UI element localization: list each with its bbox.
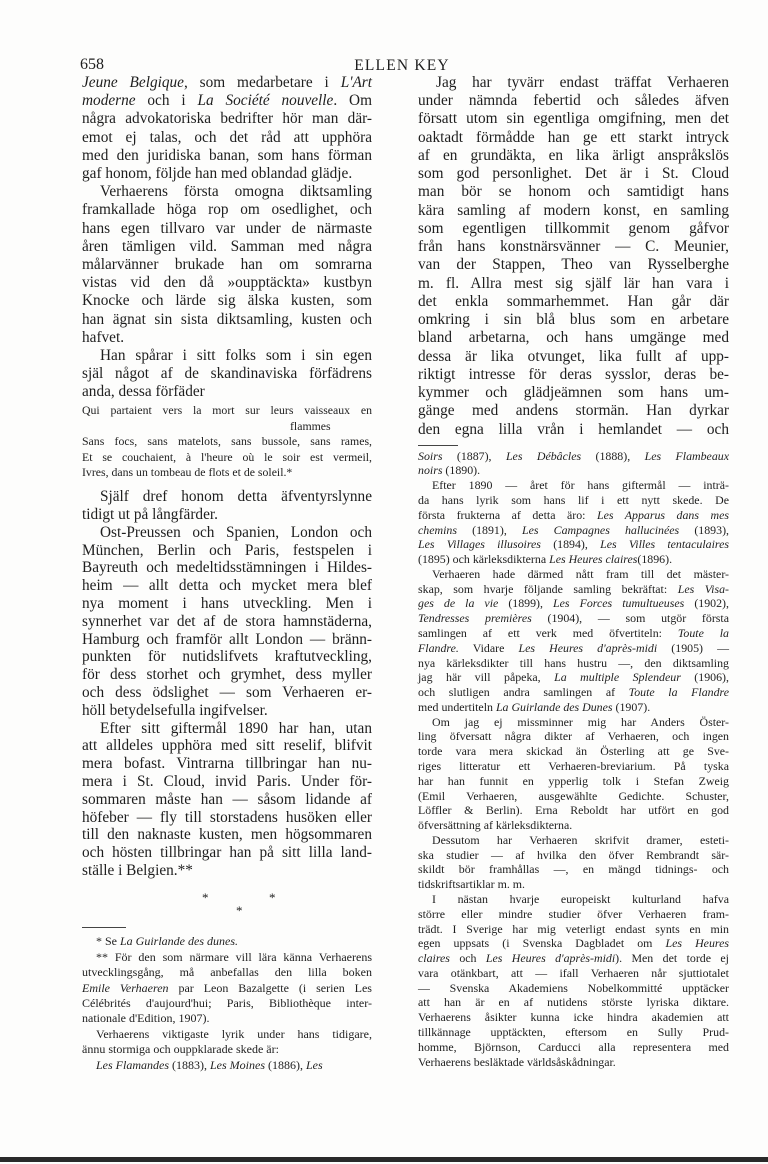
- text-run: han ägnat sin sista diktsamling, kusten och: [82, 310, 372, 328]
- text-run: några advokatoriska bedrifter hör man där-: [82, 110, 372, 128]
- text-run: (1899),: [498, 596, 554, 611]
- text-line: [82, 292, 372, 310]
- italic-title: Les Débâcles: [505, 448, 582, 463]
- text-run: att han är en af nutidens störste lyriska diktare.: [418, 995, 729, 1010]
- text-line: [418, 744, 729, 759]
- text-line: [82, 702, 372, 720]
- text-run: (1890).: [442, 463, 481, 478]
- text-run: och: [449, 951, 486, 966]
- text-run: tillkännage upptäckten, eftersom en Sully Prud-: [418, 1025, 729, 1040]
- text-line: [418, 774, 729, 789]
- text-run: Verhaerens viktigaste lyrik under hans tidigare,: [96, 1026, 372, 1041]
- italic-title: Les Apparus dans mes: [596, 507, 729, 522]
- text-line: [418, 582, 729, 597]
- italic-title: chemins: [418, 522, 457, 537]
- text-line: [82, 631, 372, 649]
- text-run: (1895) och kärleksdikterna: [418, 552, 550, 567]
- text-line: [418, 508, 729, 523]
- text-line: [418, 523, 729, 538]
- italic-title: Flandre.: [418, 640, 459, 655]
- text-line: [418, 611, 729, 626]
- italic-title: Les Forces tumultueuses: [553, 596, 685, 611]
- text-line: [82, 74, 372, 92]
- text-run: par Leon Bazalgette (i serien Les: [168, 980, 372, 995]
- text-line: [418, 421, 729, 439]
- text-line: [82, 577, 372, 595]
- italic-title: Les Villages illusoires: [418, 537, 541, 552]
- text-line: [100, 488, 372, 506]
- text-line: [418, 670, 729, 685]
- text-run: (1891),: [456, 522, 522, 537]
- text-run: vistas vid den då »oupptäckta» kustbyn: [82, 274, 372, 292]
- italic-title: Tendresses premières: [418, 611, 532, 626]
- text-line: [82, 365, 372, 383]
- text-line: [418, 463, 729, 478]
- text-run: (1887),: [442, 448, 506, 463]
- text-line: [82, 1011, 372, 1026]
- text-run: Knocke och lärde sig älska kusten, som: [82, 292, 372, 310]
- italic-title: Les Villes tentaculaires: [600, 537, 729, 552]
- text-line: [82, 965, 372, 980]
- text-line: [82, 844, 372, 862]
- text-line: [82, 129, 372, 147]
- text-line: [82, 862, 372, 880]
- text-run: gaf honom, följde han med oblandad glädje.: [82, 164, 353, 182]
- text-line: [418, 92, 729, 110]
- text-line: [100, 524, 372, 542]
- italic-title: Jeune Belgique: [82, 73, 184, 91]
- text-run: större eller mindre studier öfver Verhaeren fram-: [418, 906, 729, 921]
- text-line: [418, 966, 729, 981]
- italic-title: Les Moines: [210, 1057, 265, 1072]
- text-line: [418, 293, 729, 311]
- text-line: [418, 329, 729, 347]
- text-line: [418, 1025, 729, 1040]
- italic-title: Les Heures: [665, 936, 729, 951]
- text-run: van der Stappen, Theo van Rysselberghe: [418, 256, 729, 274]
- text-line: [418, 656, 729, 671]
- text-line: [418, 729, 729, 744]
- text-run: . Om: [333, 92, 372, 110]
- text-line: [82, 559, 372, 577]
- text-line: [82, 773, 372, 791]
- text-run: (1905) —: [657, 640, 729, 655]
- text-run: hans egen tillvaro var under de närmaste: [82, 219, 372, 237]
- text-run: till den naknaste kusten, men högsommaren: [82, 826, 372, 844]
- text-line: [418, 147, 729, 165]
- text-run: öfversättning af kärleksdikterna.: [418, 818, 573, 833]
- italic-title: Les Flamandes: [96, 1057, 169, 1072]
- text-run: ska studier — af hvilka den öfver Rembrandt sär-: [418, 847, 729, 862]
- text-run: tidigt ut på långfärder.: [82, 505, 218, 523]
- text-run: gänge med andens stormän. Han dyrkar: [418, 402, 729, 420]
- text-run: mera i St. Cloud, invid Paris. Under för-: [82, 772, 372, 790]
- text-run: omkring i sin blå blus som en arbetare: [418, 311, 729, 329]
- text-run: emot ej talas, och det råd att upphöra: [82, 128, 372, 146]
- text-line: [82, 1042, 372, 1057]
- text-line: [418, 366, 729, 384]
- italic-title: La Société nouvelle: [197, 92, 334, 110]
- italic-title: Les: [306, 1057, 323, 1072]
- text-run: anda, dessa förfäder: [82, 383, 205, 401]
- text-run: som god personlighet. Det är i St. Cloud: [418, 165, 729, 183]
- text-line: [82, 809, 372, 827]
- italic-title: noirs: [418, 463, 443, 478]
- text-line: [418, 1040, 729, 1055]
- text-run: Hamburg och framför allt London — bränn-: [82, 630, 372, 648]
- text-line: [82, 403, 372, 418]
- text-run: att alldeles upphöra med sitt reselif, blifvit: [82, 737, 372, 755]
- text-run: Själf dref honom detta äfventyrslynne: [100, 488, 372, 506]
- text-line: [418, 493, 729, 508]
- text-line: [82, 165, 372, 183]
- footnote-rule: [82, 927, 126, 928]
- text-run: (Emil Verhaeren, ausgewählte Gedichte. Schuster,: [418, 788, 729, 803]
- text-run: Sans focs, sans matelots, sans bussole, sans rames,: [82, 434, 372, 449]
- text-line: [82, 791, 372, 809]
- text-line: [82, 201, 372, 219]
- text-line: [96, 1027, 372, 1042]
- text-run: Verhaerens åsikter kunna icke hindra akademien att: [418, 1010, 729, 1025]
- text-line: [418, 862, 729, 877]
- text-line: [82, 329, 372, 347]
- text-line: [418, 402, 729, 420]
- text-line: [432, 567, 729, 582]
- text-run: åren tämligen vild. Samman med några: [82, 237, 372, 255]
- text-line: [418, 759, 729, 774]
- text-line: [432, 833, 729, 848]
- text-run: Om jag ej missminner mig har Anders Öster-: [432, 714, 729, 729]
- text-line: [418, 552, 729, 567]
- text-run: riges litteratur ett Verhaeren-breviarium. På tyska: [418, 758, 729, 773]
- italic-title: ges de la vie: [418, 596, 499, 611]
- text-run: flammes: [290, 418, 331, 433]
- italic-title: La Guirlande des dunes.: [120, 934, 238, 949]
- text-line: [100, 347, 372, 365]
- text-run: * Se: [96, 934, 120, 949]
- text-run: som egentligen tillkommit genom gåfvor: [418, 219, 729, 237]
- text-run: från hans konstnärsvänner — C. Meunier,: [418, 238, 729, 256]
- text-run: höfeber — fly till storstadens husöken eller: [82, 808, 372, 826]
- text-run: — Svenska Akademiens Nobelkommitté upptäcker: [418, 980, 729, 995]
- text-line: [96, 934, 372, 949]
- text-line: [418, 348, 729, 366]
- text-run: heim — allt detta och mycket mera blef: [82, 577, 372, 595]
- text-line: [82, 220, 372, 238]
- text-line: [418, 384, 729, 402]
- text-run: med den juridiska banan, som hans förman: [82, 146, 372, 164]
- text-run: Han spårar i sitt folks som i sin egen: [100, 346, 372, 364]
- text-run: med undertiteln: [418, 699, 496, 714]
- text-run: ). Men det torde ej: [615, 951, 729, 966]
- text-line: [96, 950, 372, 965]
- text-line: [418, 818, 729, 833]
- text-run: själ något af de skandinaviska förfädrens: [82, 365, 372, 383]
- text-run: jag här vill påpeka,: [418, 670, 555, 685]
- italic-title: Les Visa-: [677, 581, 729, 596]
- italic-title: Les Heures d'après-midi: [518, 640, 658, 655]
- text-run: hafvet.: [82, 328, 125, 346]
- text-line: [418, 641, 729, 656]
- text-line: [418, 700, 729, 715]
- text-run: Et se couchaient, à l'heure où le soir est vermeil,: [82, 449, 372, 464]
- text-run: Dessutom har Verhaeren skrifvit dramer, esteti-: [432, 832, 729, 847]
- running-head: ELLEN KEY: [354, 57, 450, 74]
- text-run: ställe i Belgien.**: [82, 861, 193, 879]
- text-run: första frukterna af detta äro:: [418, 507, 597, 522]
- footnote-rule: [418, 445, 458, 446]
- text-run: Qui partaient vers la mort sur leurs vaisseaux en: [82, 403, 372, 418]
- text-run: bland arbetarna, och hans umgänge med: [418, 329, 729, 347]
- text-line: [436, 74, 729, 92]
- italic-title: L'Art: [340, 73, 373, 91]
- text-run: I nästan hvarje europeiskt kulturland hafva: [432, 892, 729, 906]
- text-line: [82, 613, 372, 631]
- text-line: [432, 478, 729, 493]
- text-line: [82, 595, 372, 613]
- text-run: målarvänner brukade han om somrarna: [82, 255, 372, 273]
- text-line: [418, 877, 729, 892]
- text-line: [82, 996, 372, 1011]
- text-line: [82, 256, 372, 274]
- text-line: [432, 715, 729, 730]
- italic-title: Les Campagnes hallucinées: [521, 522, 680, 537]
- text-run: Ivres, dans un tombeau de flots et de soleil.*: [82, 464, 293, 479]
- text-run: och i: [135, 92, 198, 110]
- text-run: ännu stormiga och ouppklarade skede är:: [82, 1042, 279, 1057]
- text-run: Efter sitt giftermål 1890 har han, utan: [100, 719, 372, 737]
- text-run: skildt bör framhållas —, en mängd tidnings- och: [418, 862, 729, 877]
- text-run: det enkla sommarhemmet. Han går där: [418, 292, 729, 310]
- text-run: trädt. I Sverige har mig veterligt endast synts en min: [418, 921, 729, 936]
- text-run: Vidare: [458, 640, 519, 655]
- text-run: (1894),: [540, 537, 601, 552]
- text-line: [418, 220, 729, 238]
- text-run: höll betydelsefulla ingifvelser.: [82, 701, 268, 719]
- text-line: [418, 238, 729, 256]
- text-line: [82, 755, 372, 773]
- text-run: torde vara mera skickad än Österling att ge Sve-: [418, 744, 729, 759]
- text-run: skap, som hvarje följande samling bekräftat:: [418, 581, 678, 596]
- text-run: riktigt intresse för deras sysslor, deras be-: [418, 365, 729, 383]
- text-run: sommaren måste han — såsom lidande af: [82, 790, 372, 808]
- text-run: , som medarbetare i: [183, 73, 341, 91]
- italic-title: Les Heures claires: [549, 552, 638, 567]
- text-run: synnerhet var det af de stora hamnstäderna,: [82, 612, 372, 630]
- text-line: [82, 238, 372, 256]
- text-run: samlingen af ett verk med öfvertiteln:: [418, 625, 678, 640]
- text-run: kymmer och glädjeämnen som hans um-: [418, 384, 729, 402]
- italic-title: Emile Verhaeren: [82, 980, 169, 995]
- text-line: [82, 434, 372, 449]
- text-line: [82, 110, 372, 128]
- text-line: [82, 826, 372, 844]
- text-line: [418, 685, 729, 700]
- text-run: den egna lilla vrån i hemlandet — och: [418, 420, 729, 438]
- text-run: (1902),: [684, 596, 729, 611]
- text-run: framkallade höga rop om osedlighet, och: [82, 201, 372, 219]
- text-line: [418, 803, 729, 818]
- text-run: (1893),: [679, 522, 729, 537]
- text-run: för dess storhet och grymhet, dess myller: [82, 666, 372, 684]
- text-run: har han funnit en ypperlig tolk i Stefan Zweig: [418, 773, 729, 788]
- text-line: [82, 311, 372, 329]
- text-run: och slutligen andra samlingen af: [418, 685, 629, 700]
- text-run: Verhaerens första omogna diktsamling: [100, 183, 372, 201]
- text-line: [418, 256, 729, 274]
- text-line: [418, 537, 729, 552]
- text-line: [82, 666, 372, 684]
- text-run: mera bofast. Vintrarna tillbringar han nu-: [82, 755, 372, 773]
- text-line: [82, 274, 372, 292]
- italic-title: Toute la: [677, 625, 730, 640]
- text-run: Jag har tyvärr endast träffat Verhaeren: [436, 73, 729, 91]
- italic-title: La Guirlande des Dunes: [495, 699, 613, 714]
- text-line: [418, 275, 729, 293]
- italic-title: Les Flambeaux: [644, 448, 730, 463]
- text-line: [418, 981, 729, 996]
- text-run: (1907).: [612, 699, 651, 714]
- text-run: nya kärleksdikter till hans hustru —, den diktsamling: [418, 655, 729, 670]
- text-run: da hans lyrik som hans lif i ett nytt skede. De: [418, 492, 729, 507]
- text-line: [418, 596, 729, 611]
- text-run: dessa är lika otvunget, lika fullt af upp-: [418, 347, 729, 365]
- text-line: [418, 1010, 729, 1025]
- text-line: [418, 789, 729, 804]
- text-run: Bayreuth och medeltidsstämningen i Hildes-: [82, 559, 372, 577]
- text-line: [82, 147, 372, 165]
- text-line: [418, 1055, 729, 1070]
- text-run: försatt utom sin egentliga omgifning, men det: [418, 110, 729, 128]
- text-line: [100, 183, 372, 201]
- text-line: [418, 848, 729, 863]
- text-line: [82, 450, 372, 465]
- italic-title: moderne: [82, 92, 136, 110]
- text-run: Löffler & Berlin). Erna Reboldt har utfört en god: [418, 803, 729, 818]
- text-run: ** För den som närmare vill lära känna Verhaerens: [96, 949, 372, 964]
- text-run: Célébrités d'aujourd'hui; Paris, Bibliothèque inter-: [82, 995, 372, 1010]
- italic-title: Toute la Flandre: [628, 685, 729, 700]
- text-line: [290, 419, 372, 434]
- text-run: utvecklingsgång, må anbefallas den lilla boken: [82, 965, 372, 980]
- asterism-star: *: [202, 890, 209, 905]
- text-run: tidskriftsartiklar m. m.: [418, 877, 525, 892]
- text-run: punkten för nutidslifvets kraftutveckling,: [82, 648, 372, 666]
- text-line: [418, 922, 729, 937]
- text-line: [82, 737, 372, 755]
- text-run: (1886),: [265, 1057, 306, 1072]
- text-line: [418, 165, 729, 183]
- text-run: af en grundäkta, en lika ärligt anspråkslös: [418, 146, 729, 164]
- text-line: [418, 449, 729, 464]
- text-line: [82, 648, 372, 666]
- text-line: [432, 892, 729, 907]
- text-run: och dess ödslighet — som Verhaeren er-: [82, 683, 372, 701]
- text-run: kära samling af modern konst, en samling: [418, 201, 729, 219]
- text-run: m. fl. Allra mest sig själf lär han vara i: [418, 274, 729, 292]
- text-line: [418, 129, 729, 147]
- text-line: [418, 995, 729, 1010]
- asterism-star: *: [236, 903, 243, 918]
- text-line: [82, 542, 372, 560]
- text-line: [418, 110, 729, 128]
- text-line: [418, 626, 729, 641]
- text-line: [82, 506, 372, 524]
- text-run: Efter 1890 — året för hans giftermål — inträ-: [432, 478, 729, 493]
- text-run: Verhaerens besläktade världsåskådningar.: [418, 1054, 616, 1069]
- italic-title: claires: [418, 951, 450, 966]
- text-run: man bör se honom och samtidigt hans: [418, 183, 729, 201]
- text-line: [82, 684, 372, 702]
- text-line: [418, 907, 729, 922]
- text-line: [100, 720, 372, 738]
- asterism-star: *: [269, 890, 276, 905]
- text-run: vara otänkbart, att — ifall Verhaeren når sjuttiotalet: [418, 965, 729, 980]
- text-line: [82, 981, 372, 996]
- text-line: [82, 465, 372, 480]
- text-line: [96, 1058, 372, 1073]
- text-line: [82, 383, 372, 401]
- text-run: (1906),: [680, 670, 729, 685]
- text-run: nationale d'Edition, 1907).: [82, 1011, 210, 1026]
- text-run: nya moment i hans utveckling. Men i: [82, 594, 372, 612]
- text-run: Ost-Preussen och Spanien, London och: [100, 523, 372, 541]
- italic-title: Les Heures d'après-midi: [485, 951, 616, 966]
- text-line: [418, 183, 729, 201]
- text-run: (1904), — som utgör första: [531, 611, 730, 626]
- text-line: [418, 951, 729, 966]
- text-run: München, Berlin och Paris, festspelen i: [82, 541, 372, 559]
- text-run: (1896).: [637, 552, 673, 567]
- italic-title: La multiple Splendeur: [554, 670, 681, 685]
- italic-title: Soirs: [418, 448, 443, 463]
- text-run: under nämnda febertid och således äfven: [418, 92, 729, 110]
- text-run: egen uppsats (i Svenska Dagbladet om: [418, 936, 666, 951]
- page-number: 658: [80, 56, 104, 73]
- text-line: [418, 202, 729, 220]
- text-run: homme, Björnson, Carducci alla representera med: [418, 1039, 729, 1054]
- text-run: (1883),: [169, 1057, 210, 1072]
- text-run: Verhaeren hade därmed nått fram till det mäster-: [432, 566, 729, 581]
- text-run: ling öfversatt några dikter af Verhaeren, och ingen: [418, 729, 729, 744]
- scan-bottom-edge: [0, 1157, 768, 1162]
- text-line: [418, 311, 729, 329]
- text-line: [418, 936, 729, 951]
- text-line: [82, 92, 372, 110]
- text-run: (1888),: [581, 448, 645, 463]
- text-run: oaktadt förmådde han ge ett starkt intryck: [418, 128, 729, 146]
- text-run: och hösten tillbringar han på sitt lilla land-: [82, 844, 372, 862]
